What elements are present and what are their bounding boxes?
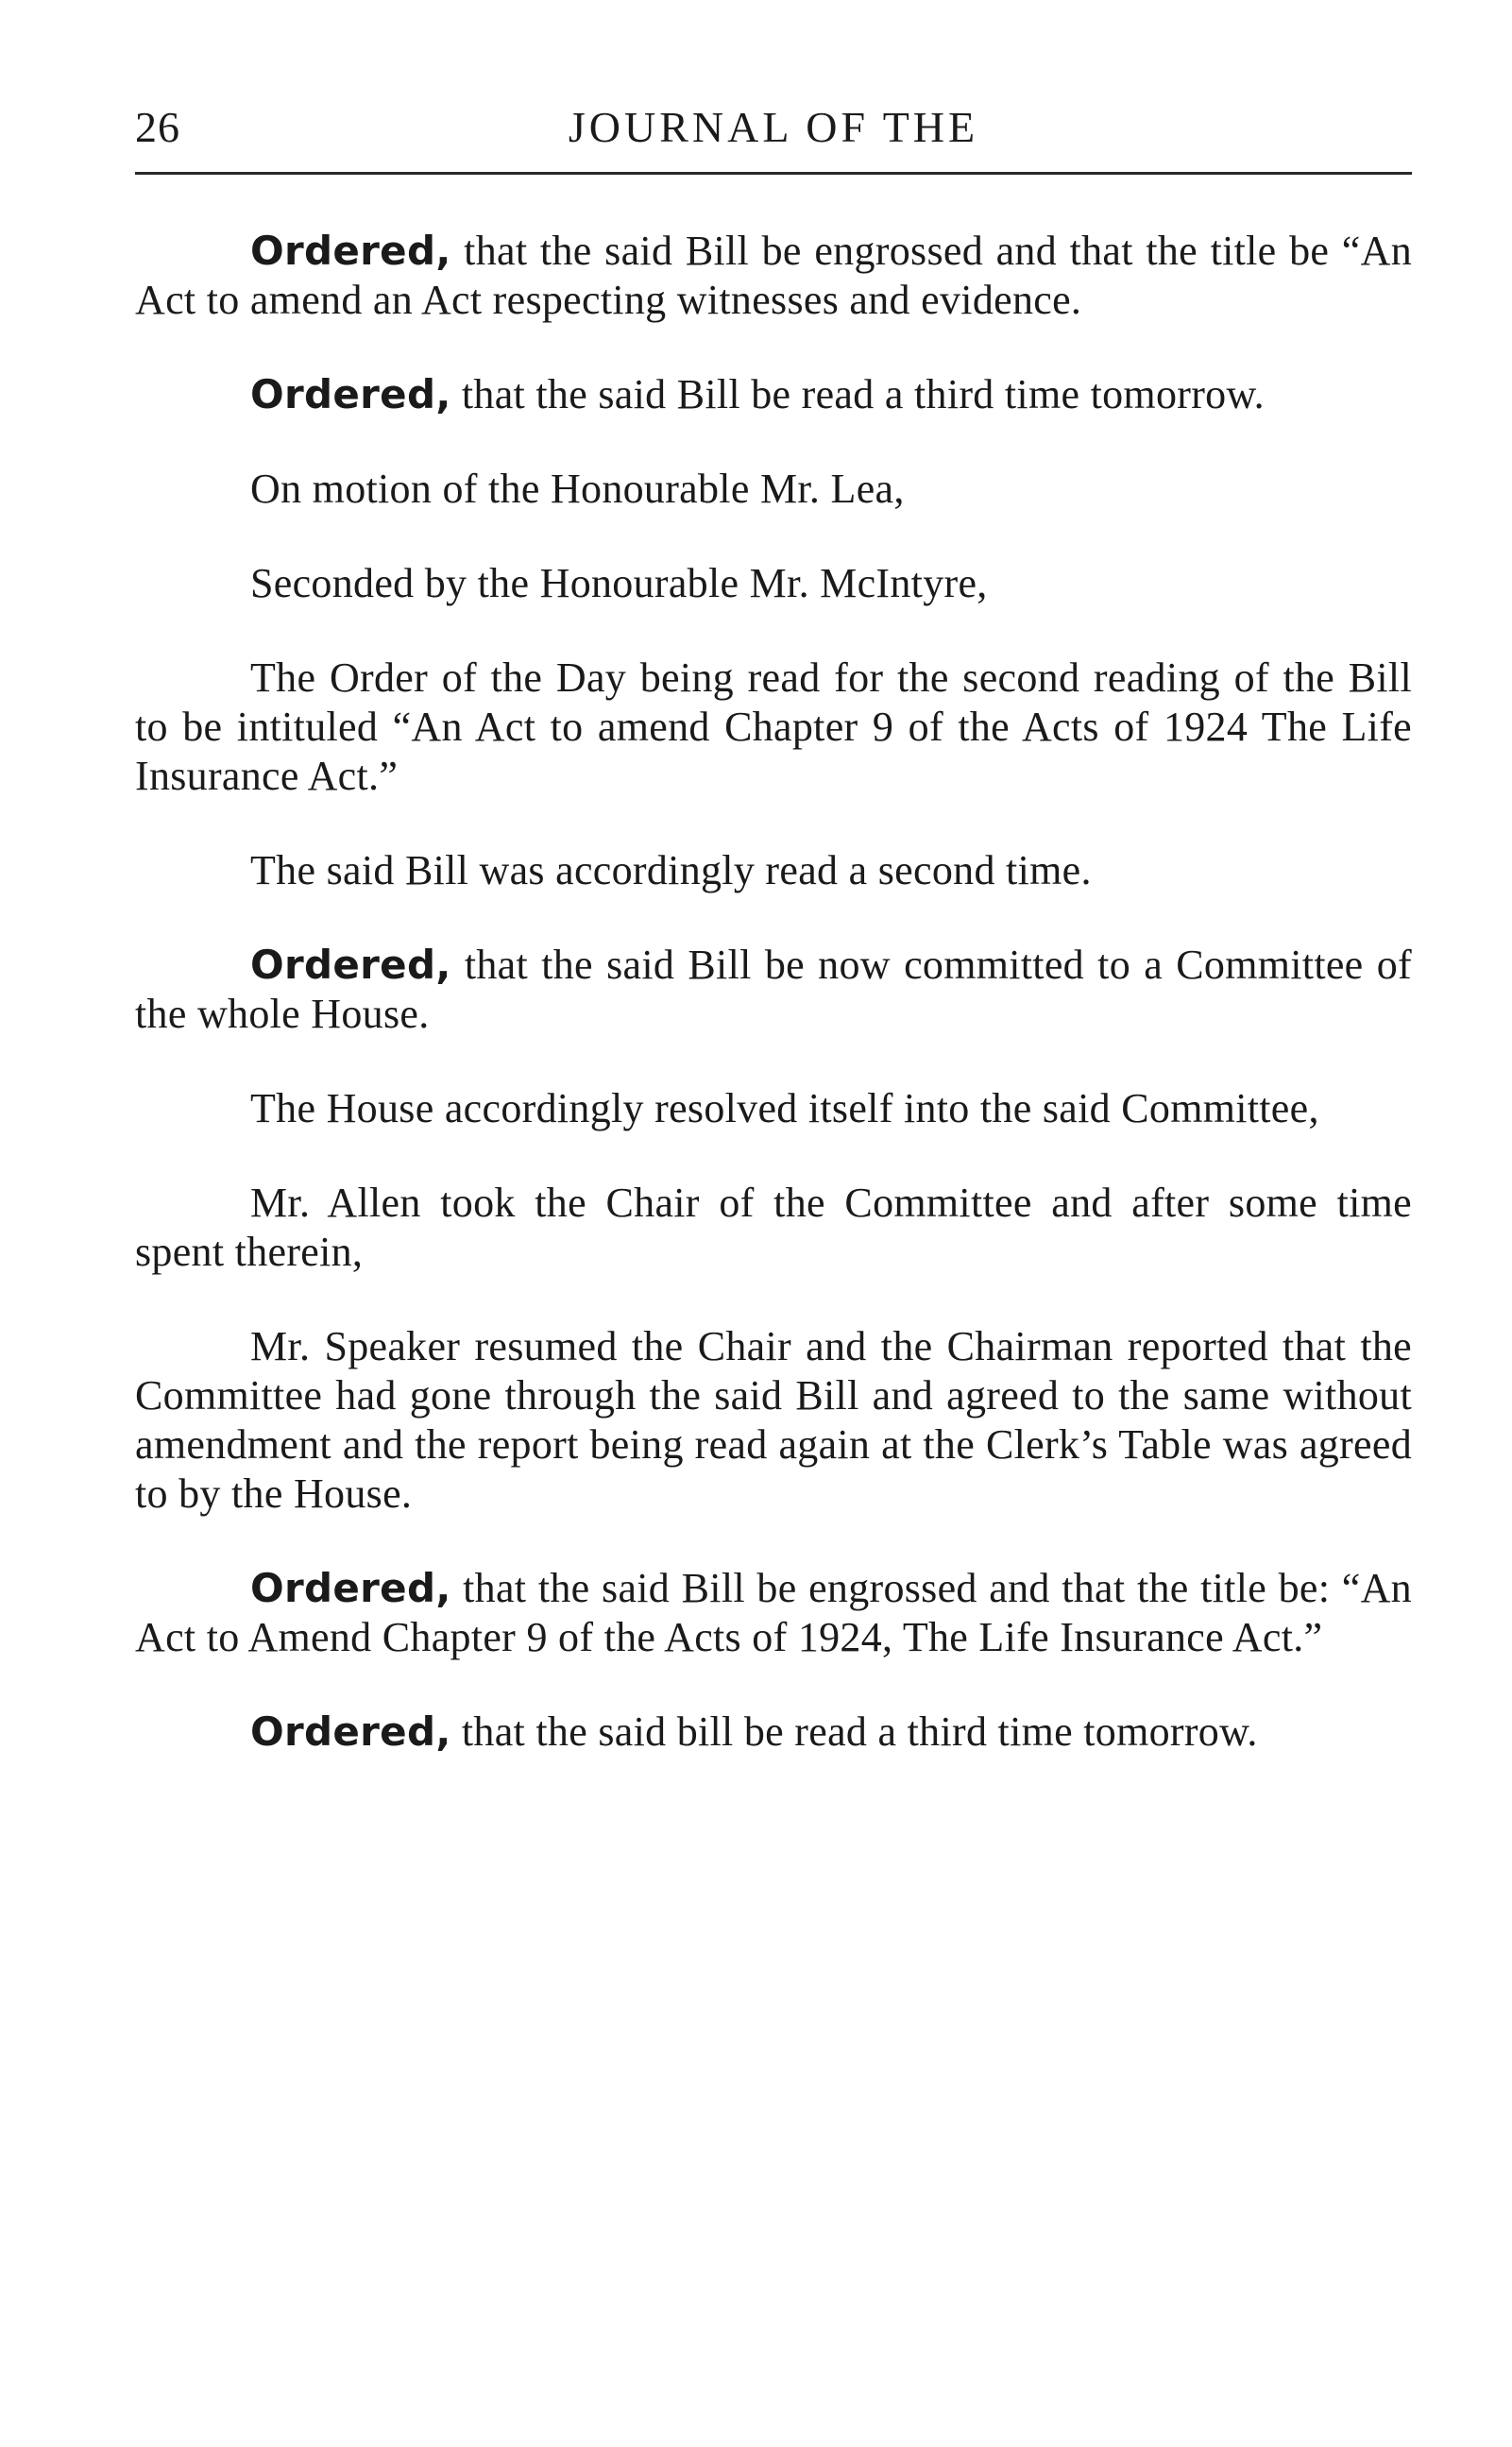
journal-body <box>135 227 1412 1802</box>
paragraph-text: that the said Bill be engrossed and that the title be: “An Act to Amend Chapter 9 of the Acts of 1924, The Life Insurance Act.” <box>135 1565 1412 1660</box>
running-head: JOURNAL OF THE <box>568 103 979 151</box>
paragraph-text: that the said Bill be read a third time tomorrow. <box>450 371 1265 417</box>
paragraph-5 <box>135 654 1412 801</box>
paragraph-text: that the said bill be read a third time tomorrow. <box>450 1708 1258 1755</box>
paragraph-8 <box>135 1084 1412 1133</box>
paragraph-6 <box>135 846 1412 895</box>
paragraph-text: The said Bill was accordingly read a second time. <box>250 847 1092 893</box>
paragraph-9 <box>135 1179 1412 1277</box>
paragraph-11 <box>135 1564 1412 1662</box>
paragraph-text: that the said Bill be engrossed and that the title be “An Act to amend an Act respecting witnesses and evidence. <box>135 228 1412 323</box>
ordered-lead: Ordered, <box>250 942 451 988</box>
paragraph-text: The House accordingly resolved itself into the said Committee, <box>250 1085 1319 1131</box>
paragraph-4 <box>135 559 1412 608</box>
ordered-lead: Ordered, <box>250 1565 451 1611</box>
paragraph-10 <box>135 1322 1412 1519</box>
paragraph-12 <box>135 1708 1412 1757</box>
ordered-lead: Ordered, <box>250 228 451 274</box>
paragraph-text: Mr. Speaker resumed the Chair and the Chairman reported that the Committee had gone through the said Bill and agreed to the same without amendment and the report being read again at the Clerk’s Table was agreed to by the House. <box>135 1323 1412 1517</box>
paragraph-text: Seconded by the Honourable Mr. McIntyre, <box>250 560 988 606</box>
paragraph-3 <box>135 465 1412 514</box>
ordered-lead: Ordered, <box>250 371 451 417</box>
paragraph-text: Mr. Allen took the Chair of the Committee and after some time spent therein, <box>135 1180 1412 1275</box>
ordered-lead: Ordered, <box>250 1708 451 1755</box>
paragraph-2 <box>135 370 1412 419</box>
page-number: 26 <box>135 103 180 151</box>
header-rule <box>135 172 1412 175</box>
page-header <box>135 94 1412 161</box>
paragraph-1 <box>135 227 1412 325</box>
paragraph-text: The Order of the Day being read for the second reading of the Bill to be intituled “An Act to amend Chapter 9 of the Acts of 1924 The Life Insurance Act.” <box>135 654 1412 799</box>
paragraph-text: that the said Bill be now committed to a Committee of the whole House. <box>135 942 1412 1037</box>
paragraph-text: On motion of the Honourable Mr. Lea, <box>250 466 905 512</box>
paragraph-7 <box>135 941 1412 1039</box>
